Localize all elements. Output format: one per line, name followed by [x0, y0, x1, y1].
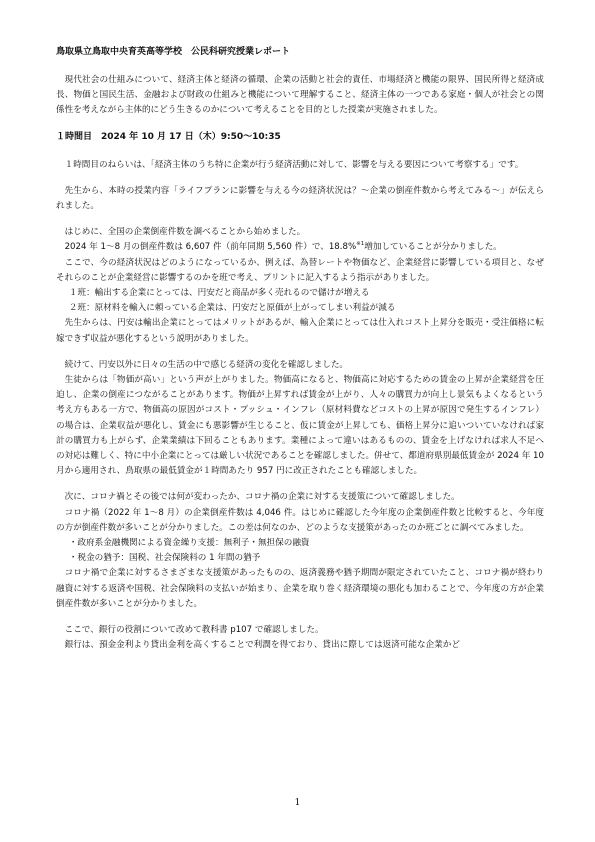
covid-paragraph: 次に、コロナ禍とその後では何が変わったか、コロナ禍の企業に対する支援策について確認しました。	[64, 492, 460, 503]
footnote-marker: ※1	[356, 241, 365, 248]
prices-paragraph: 生徒からは「物価が高い」という声が上がりました。物価高になると、物価高に対応するための賃金の上昇が企業経営を圧迫し、企業の倒産につながることがあります。物価が上昇すれば賃金が上がり、人々の購買力が向上し景気もよくなるという考え方もある一方で、物価高の原因がコスト・プッシュ・インフレ（原材料費などコストの上昇が原因で発生するインフレ）の場合は、企業収益が悪化し、賃金にも悪影響が生じること、仮に賃金が上昇しても、価格上昇分に追いついていなければ家計の購買力も上がらず、企業業績は下回ることもあります。業種によって違いはあるものの、賃金を上げなければ求人不足への対応は難しく、特に中小企業にとっては厳しい状況であることを確認しました。併せて、都道府県別最低賃金が 2024 年 10 月から適用され、鳥取県の最低賃金が１時間あたり 957 円に改正されたことも確認しました。	[56, 375, 544, 477]
intro-paragraph: 現代社会の仕組みについて、経済主体と経済の循環、企業の活動と社会的責任、市場経済と機能の限界、国民所得と経済成長、物価と国民生活、金融および財政の仕組みと機能について理解すること、経済主体の一つである家庭・個人が社会との関係性を考えながら主体的にどう生きるのかについて考えることを目的とした授業が実施されました。	[56, 75, 544, 116]
statistics-text: 2024 年 1～8 月の倒産件数は 6,607 件（前年同期 5,560 件）で、18.8%	[64, 242, 357, 253]
session-heading: １時間目 2024 年 10 月 17 日（木）9:50～10:35	[56, 131, 281, 142]
theme-paragraph: 先生から、本時の授業内容「ライフプランに影響を与える今の経済状況は？～企業の倒産件数から考えてみる～」が伝えられました。	[56, 185, 544, 212]
group-answer-2: ２班：原材料を輸入に頼っている企業は、円安だと原価が上がってしまい利益が減る	[68, 303, 396, 314]
support-item-2: ・税金の猶予：国税、社会保険料の 1 年間の猶予	[68, 553, 261, 564]
report-title: 鳥取県立鳥取中央育英高等学校 公民科研究授業レポート	[56, 47, 291, 57]
question-paragraph: ここで、今の経済状況はどのようになっているか、例えば、為替レートや物価など、企業経営に影響している項目と、なぜそれらのことが企業経営に影響するのかを班で考え、プリントに記入するよう指示がありました。	[56, 257, 544, 283]
start-paragraph: はじめに、全国の企業倒産件数を調べることから始めました。	[64, 227, 306, 238]
document-body	[56, 45, 544, 654]
bank-paragraph: ここで、銀行の役割について改めて教科書 p107 で確認しました。	[64, 625, 324, 636]
aim-paragraph: １時間目のねらいは、「経済主体のうち特に企業が行う経済活動に対して、影響を与える要因について考察する」です。	[64, 159, 524, 170]
page-number: 1	[294, 798, 301, 808]
teacher-explanation: 先生からは、円安は輸出企業にとってはメリットがあるが、輸入企業にとっては仕入れコスト上昇分を販売・受注価格に転嫁できず収益が悪化するという説明がありました。	[56, 318, 544, 344]
covid-count-paragraph: コロナ禍（2022 年 1～8 月）の企業倒産件数は 4,046 件。はじめに確認した今年度の企業倒産件数と比較すると、今年度の方が倒産件数が多いことが分かりました。この差は何なのか、どのような支援策があったのか班ごとに調べてみました。	[56, 507, 544, 533]
group-answer-1: １班：輸出する企業にとっては、円安だと商品が多く売れるので儲けが増える	[68, 288, 370, 299]
support-item-1: ・政府系金融機関による資金繰り支援：無利子・無担保の融資	[68, 538, 310, 549]
bank-paragraph-2: 銀行は、預金金利より貸出金利を高くすることで利潤を得ており、貸出に際しては返済可能な企業かど	[64, 640, 460, 651]
covid-result-paragraph: コロナ禍で企業に対するさまざまな支援策があったものの、返済義務や猶予期間が限定されていたこと、コロナ禍が終わり融資に対する返済や国税、社会保険料の支払いが始まり、企業を取り巻く経済環境の悪化も加わることで、今年度の方が企業倒産件数が多いことが分かりました。	[56, 568, 544, 609]
statistics-paragraph	[56, 240, 544, 255]
change-paragraph: 続けて、円安以外に日々の生活の中で感じる経済の変化を確認しました。	[64, 359, 349, 370]
statistics-text-end: 増加していることが分かりました。	[364, 242, 502, 253]
